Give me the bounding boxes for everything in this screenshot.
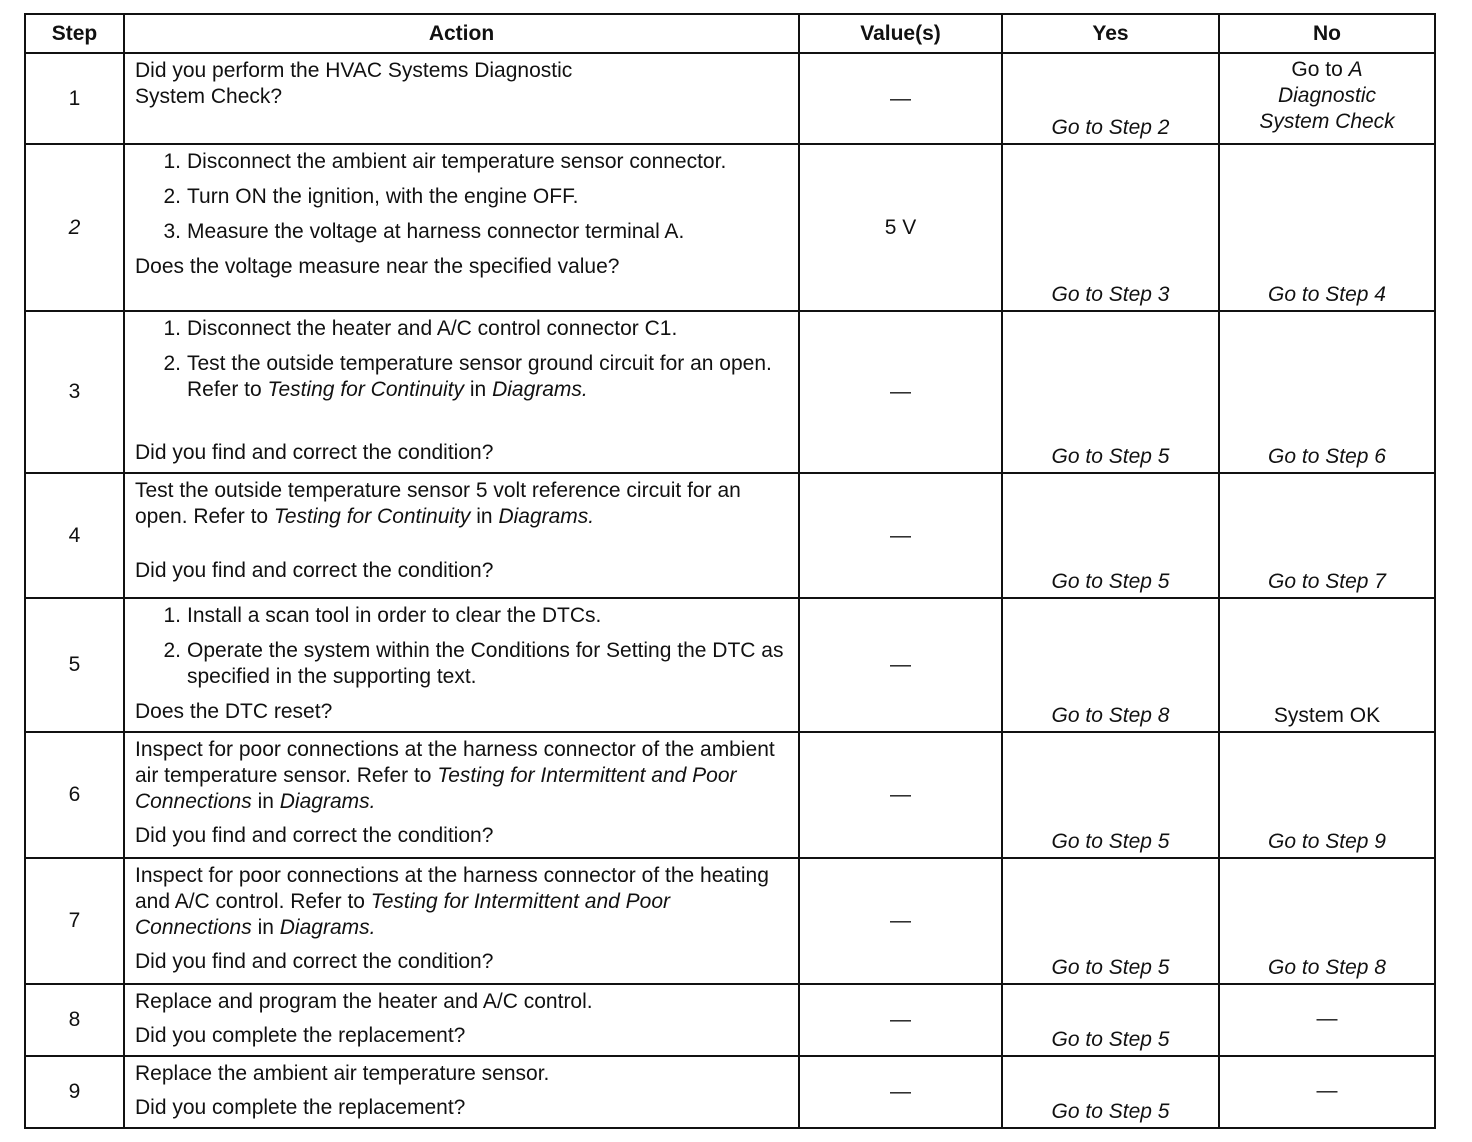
link-testing-for-intermittent[interactable]: Testing for Intermittent and Poor Connections: [135, 890, 671, 939]
action-cell: [124, 984, 799, 1056]
list-item: 2. Test the outside temperature sensor ground circuit for an open. Refer to Testing for Continuity in Diagrams.: [163, 352, 772, 401]
header-step: Step: [25, 14, 124, 53]
no-go-to-step-9[interactable]: Go to Step 9: [1219, 732, 1435, 858]
no-go-to-step-4[interactable]: Go to Step 4: [1219, 144, 1435, 311]
table-row: [25, 858, 1435, 984]
value-cell: —: [799, 858, 1002, 984]
no-text: Go to: [1291, 58, 1349, 81]
action-question: Did you complete the replacement?: [135, 1096, 466, 1119]
list-item: 1. Install a scan tool in order to clear the DTCs.: [163, 604, 602, 627]
link-testing-for-continuity[interactable]: Testing for Continuity: [267, 378, 465, 401]
list-item: 1. Disconnect the heater and A/C control connector C1.: [163, 317, 678, 340]
no-text: Diagnostic: [1277, 84, 1377, 107]
step-number: 7: [25, 858, 124, 984]
action-text: Replace and program the heater and A/C control.: [135, 990, 593, 1013]
step-number: 1: [25, 53, 124, 144]
yes-go-to-step-5[interactable]: Go to Step 5: [1002, 858, 1219, 984]
list-item: 2. Turn ON the ignition, with the engine OFF.: [163, 185, 579, 208]
step-number: 2: [25, 144, 124, 311]
action-question: Did you find and correct the condition?: [135, 559, 494, 582]
no-go-to-step-7[interactable]: Go to Step 7: [1219, 473, 1435, 598]
action-text: Inspect for poor connections at the harness connector of the ambient air temperature sensor. Refer to Testing for Intermittent and Poor Connections in Diagrams.: [135, 738, 775, 813]
action-question: Did you find and correct the condition?: [135, 950, 494, 973]
list-item: 2. Operate the system within the Conditions for Setting the DTC as specified in the supporting text.: [163, 639, 784, 688]
value-cell: —: [799, 311, 1002, 473]
no-go-to-diagnostic-system-check[interactable]: [1219, 53, 1435, 144]
action-cell: [124, 311, 799, 473]
header-values: Value(s): [799, 14, 1002, 53]
yes-go-to-step-5[interactable]: Go to Step 5: [1002, 984, 1219, 1056]
value-cell: —: [799, 598, 1002, 732]
action-list: [135, 149, 790, 245]
action-cell: [124, 732, 799, 858]
link-testing-for-intermittent[interactable]: Testing for Intermittent and Poor Connections: [135, 764, 737, 813]
table-row: [25, 598, 1435, 732]
header-action: Action: [124, 14, 799, 53]
link-diagrams[interactable]: Diagrams.: [279, 790, 376, 813]
link-diagrams[interactable]: Diagrams.: [279, 916, 376, 939]
no-system-ok: System OK: [1219, 598, 1435, 732]
step-number: 8: [25, 984, 124, 1056]
yes-go-to-step-5[interactable]: Go to Step 5: [1002, 311, 1219, 473]
action-cell: [124, 144, 799, 311]
yes-go-to-step-8[interactable]: Go to Step 8: [1002, 598, 1219, 732]
action-question: Does the voltage measure near the specified value?: [135, 255, 620, 278]
diagnostic-table: [24, 13, 1436, 1129]
table-row: [25, 311, 1435, 473]
action-question: Did you complete the replacement?: [135, 1024, 466, 1047]
action-question: Did you find and correct the condition?: [135, 824, 494, 847]
action-question: Does the DTC reset?: [135, 700, 333, 723]
table-row: [25, 1056, 1435, 1128]
action-text: System Check?: [135, 85, 283, 108]
step-number: 9: [25, 1056, 124, 1128]
action-cell: [124, 598, 799, 732]
step-number: 4: [25, 473, 124, 598]
table-row: [25, 732, 1435, 858]
link-testing-for-continuity[interactable]: Testing for Continuity: [273, 505, 471, 528]
header-yes: Yes: [1002, 14, 1219, 53]
value-cell: —: [799, 1056, 1002, 1128]
header-row: [25, 14, 1435, 53]
action-text: Inspect for poor connections at the harness connector of the heating and A/C control. Refer to Testing for Intermittent and Poor Connections in Diagrams.: [135, 864, 769, 939]
value-cell: —: [799, 732, 1002, 858]
list-item: 1. Disconnect the ambient air temperature sensor connector.: [163, 150, 727, 173]
no-go-to-step-8[interactable]: Go to Step 8: [1219, 858, 1435, 984]
step-number: 3: [25, 311, 124, 473]
step-number: 5: [25, 598, 124, 732]
yes-go-to-step-3[interactable]: Go to Step 3: [1002, 144, 1219, 311]
yes-go-to-step-2[interactable]: Go to Step 2: [1002, 53, 1219, 144]
value-cell: 5 V: [799, 144, 1002, 311]
action-list: [135, 603, 790, 690]
action-cell: [124, 1056, 799, 1128]
no-go-to-step-6[interactable]: Go to Step 6: [1219, 311, 1435, 473]
table-row: [25, 984, 1435, 1056]
table-row: [25, 53, 1435, 144]
no-text-a: A: [1348, 58, 1363, 81]
list-item: 3. Measure the voltage at harness connector terminal A.: [163, 220, 685, 243]
action-cell: [124, 858, 799, 984]
table-row: [25, 473, 1435, 598]
no-cell: —: [1219, 984, 1435, 1056]
action-cell: [124, 53, 799, 144]
action-text: Replace the ambient air temperature sensor.: [135, 1062, 550, 1085]
yes-go-to-step-5[interactable]: Go to Step 5: [1002, 473, 1219, 598]
no-text: System Check: [1259, 110, 1395, 133]
table-row: [25, 144, 1435, 311]
value-cell: —: [799, 473, 1002, 598]
header-no: No: [1219, 14, 1435, 53]
no-cell: —: [1219, 1056, 1435, 1128]
link-diagrams[interactable]: Diagrams.: [492, 378, 588, 401]
step-number: 6: [25, 732, 124, 858]
yes-go-to-step-5[interactable]: Go to Step 5: [1002, 1056, 1219, 1128]
yes-go-to-step-5[interactable]: Go to Step 5: [1002, 732, 1219, 858]
action-cell: [124, 473, 799, 598]
value-cell: —: [799, 53, 1002, 144]
value-cell: —: [799, 984, 1002, 1056]
action-question: Did you find and correct the condition?: [135, 441, 494, 464]
action-text: Test the outside temperature sensor 5 volt reference circuit for an open. Refer to Testing for Continuity in Diagrams.: [135, 479, 741, 528]
link-diagrams[interactable]: Diagrams.: [498, 505, 595, 528]
action-text: Did you perform the HVAC Systems Diagnostic: [135, 59, 573, 82]
action-list: [135, 316, 790, 403]
